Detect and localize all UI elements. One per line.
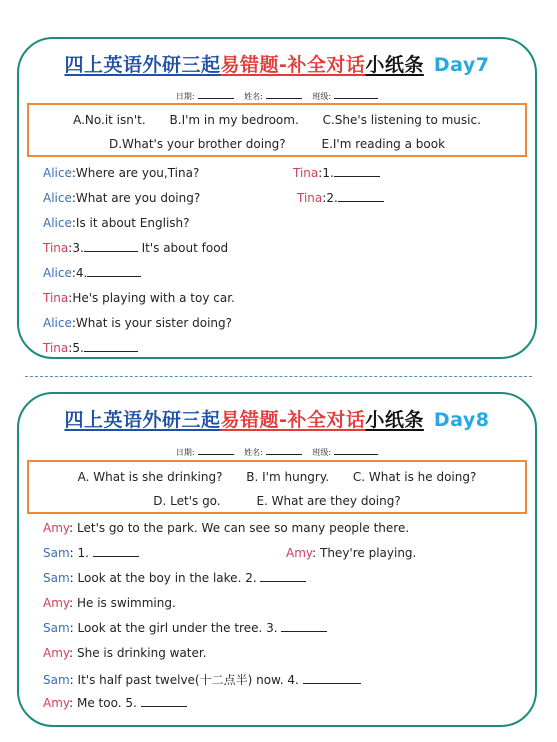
dialogue-text: What is your sister doing?	[75, 316, 233, 330]
option-e: E.I'm reading a book	[321, 137, 446, 151]
title-part-note: 小纸条	[365, 54, 424, 76]
speaker-name: Sam	[43, 546, 70, 560]
dialogue-line: Amy: Let's go to the park. We can see so many people there.	[43, 521, 410, 535]
dialogue-text: 4.	[75, 266, 88, 280]
speaker-name: Alice	[43, 216, 72, 230]
speaker-name: Amy	[43, 696, 70, 710]
dialogue-line: Tina:2.	[297, 191, 384, 205]
dialogue-line: Alice:Where are you,Tina?	[43, 166, 200, 180]
speaker-name: Tina	[297, 191, 323, 205]
dialogue-text: It's half past twelve(十二点半) now. 4.	[77, 673, 299, 687]
speaker-name: Sam	[43, 571, 70, 585]
class-label: 班级:	[312, 92, 332, 101]
dialogue-line: Sam: It's half past twelve(十二点半) now. 4.	[43, 671, 361, 688]
options-row-1	[29, 470, 525, 484]
speaker-name: Alice	[43, 266, 72, 280]
option-b: B. I'm hungry.	[246, 470, 330, 484]
dialogue-text: She is drinking water.	[77, 646, 207, 660]
option-d: D. Let's go.	[153, 494, 221, 508]
options-row-2	[29, 137, 525, 151]
date-label: 日期:	[175, 448, 195, 457]
date-field[interactable]	[198, 454, 234, 455]
options-box	[27, 460, 527, 514]
name-label: 姓名:	[244, 448, 263, 457]
class-field[interactable]	[334, 454, 378, 455]
dialogue-text: Is it about English?	[75, 216, 190, 230]
title-part-topic: 易错题-补全对话	[220, 409, 366, 431]
speaker-name: Amy	[43, 596, 70, 610]
worksheet-card-day7	[17, 37, 537, 359]
dialogue-line: Alice:Is it about English?	[43, 216, 190, 230]
dialogue-line: Amy: They're playing.	[286, 546, 417, 560]
date-label: 日期:	[175, 92, 195, 101]
dialogue-line: Tina:5.	[43, 341, 138, 355]
dialogue-line: Tina:1.	[293, 166, 380, 180]
dialogue-text: 1.	[77, 546, 89, 560]
dialogue-line: Alice:4.	[43, 266, 141, 280]
name-label: 姓名:	[244, 92, 263, 101]
answer-blank-3[interactable]	[281, 630, 327, 632]
answer-blank-5[interactable]	[84, 350, 138, 352]
name-field[interactable]	[266, 454, 302, 455]
speaker-name: Alice	[43, 316, 72, 330]
name-field[interactable]	[266, 98, 302, 99]
worksheet-title	[19, 50, 535, 77]
dialogue-text: It's about food	[137, 241, 229, 255]
dialogue-text: Let's go to the park. We can see so many people there.	[77, 521, 410, 535]
answer-blank-2[interactable]	[260, 580, 306, 582]
options-row-2	[29, 494, 525, 508]
title-part-note: 小纸条	[365, 409, 424, 431]
dialogue-text: He is swimming.	[77, 596, 176, 610]
dialogue-text: What are you doing?	[75, 191, 201, 205]
speaker-name: Amy	[43, 646, 70, 660]
date-field[interactable]	[198, 98, 234, 99]
answer-blank-5[interactable]	[141, 705, 187, 707]
answer-blank-1[interactable]	[93, 555, 139, 557]
worksheet-title	[19, 405, 535, 432]
cut-line-divider	[25, 376, 532, 377]
speaker-name: Tina	[43, 291, 69, 305]
option-c: C.She's listening to music.	[322, 113, 481, 127]
answer-blank-4[interactable]	[303, 682, 361, 684]
speaker-name: Alice	[43, 166, 72, 180]
options-box	[27, 103, 527, 157]
option-d: D.What's your brother doing?	[108, 137, 286, 151]
answer-blank-1[interactable]	[334, 175, 380, 177]
day-label: Day7	[433, 54, 490, 76]
dialogue-line: Amy: He is swimming.	[43, 596, 176, 610]
dialogue-line: Amy: She is drinking water.	[43, 646, 207, 660]
dialogue-text: They're playing.	[320, 546, 417, 560]
speaker-name: Tina	[293, 166, 319, 180]
speaker-name: Amy	[286, 546, 313, 560]
title-part-grade: 四上英语外研三起	[64, 54, 221, 76]
dialogue-text: 5.	[72, 341, 84, 355]
options-row-1	[29, 113, 525, 127]
dialogue-text: Look at the boy in the lake. 2.	[77, 571, 257, 585]
answer-blank-4[interactable]	[87, 275, 141, 277]
dialogue-text: 3.	[72, 241, 84, 255]
option-a: A. What is she drinking?	[77, 470, 223, 484]
speaker-name: Sam	[43, 673, 70, 687]
dialogue-line: Sam: Look at the girl under the tree. 3.	[43, 621, 327, 635]
dialogue-text: 2.	[326, 191, 338, 205]
worksheet-card-day8	[17, 392, 537, 727]
option-c: C. What is he doing?	[352, 470, 477, 484]
title-part-topic: 易错题-补全对话	[220, 54, 366, 76]
dialogue-line: Alice:What is your sister doing?	[43, 316, 233, 330]
student-info-row	[19, 91, 535, 102]
dialogue-line: Tina:3. It's about food	[43, 241, 229, 255]
answer-blank-2[interactable]	[338, 200, 384, 202]
dialogue-line: Tina:He's playing with a toy car.	[43, 291, 235, 305]
speaker-name: Tina	[43, 241, 69, 255]
speaker-name: Tina	[43, 341, 69, 355]
answer-blank-3[interactable]	[84, 250, 138, 252]
dialogue-line: Sam: Look at the boy in the lake. 2.	[43, 571, 306, 585]
dialogue-line: Sam: 1.	[43, 546, 139, 560]
option-e: E. What are they doing?	[256, 494, 401, 508]
dialogue-text: He's playing with a toy car.	[72, 291, 235, 305]
option-b: B.I'm in my bedroom.	[169, 113, 299, 127]
title-part-grade: 四上英语外研三起	[64, 409, 221, 431]
class-label: 班级:	[312, 448, 332, 457]
dialogue-text: Look at the girl under the tree. 3.	[77, 621, 278, 635]
dialogue-line: Alice:What are you doing?	[43, 191, 201, 205]
dialogue-text: Where are you,Tina?	[75, 166, 200, 180]
day-label: Day8	[433, 409, 490, 431]
option-a: A.No.it isn't.	[73, 113, 146, 127]
speaker-name: Sam	[43, 621, 70, 635]
dialogue-text: 1.	[322, 166, 334, 180]
dialogue-line: Amy: Me too. 5.	[43, 696, 187, 710]
speaker-name: Alice	[43, 191, 72, 205]
student-info-row	[19, 447, 535, 458]
dialogue-text: Me too. 5.	[77, 696, 137, 710]
speaker-name: Amy	[43, 521, 70, 535]
class-field[interactable]	[334, 98, 378, 99]
